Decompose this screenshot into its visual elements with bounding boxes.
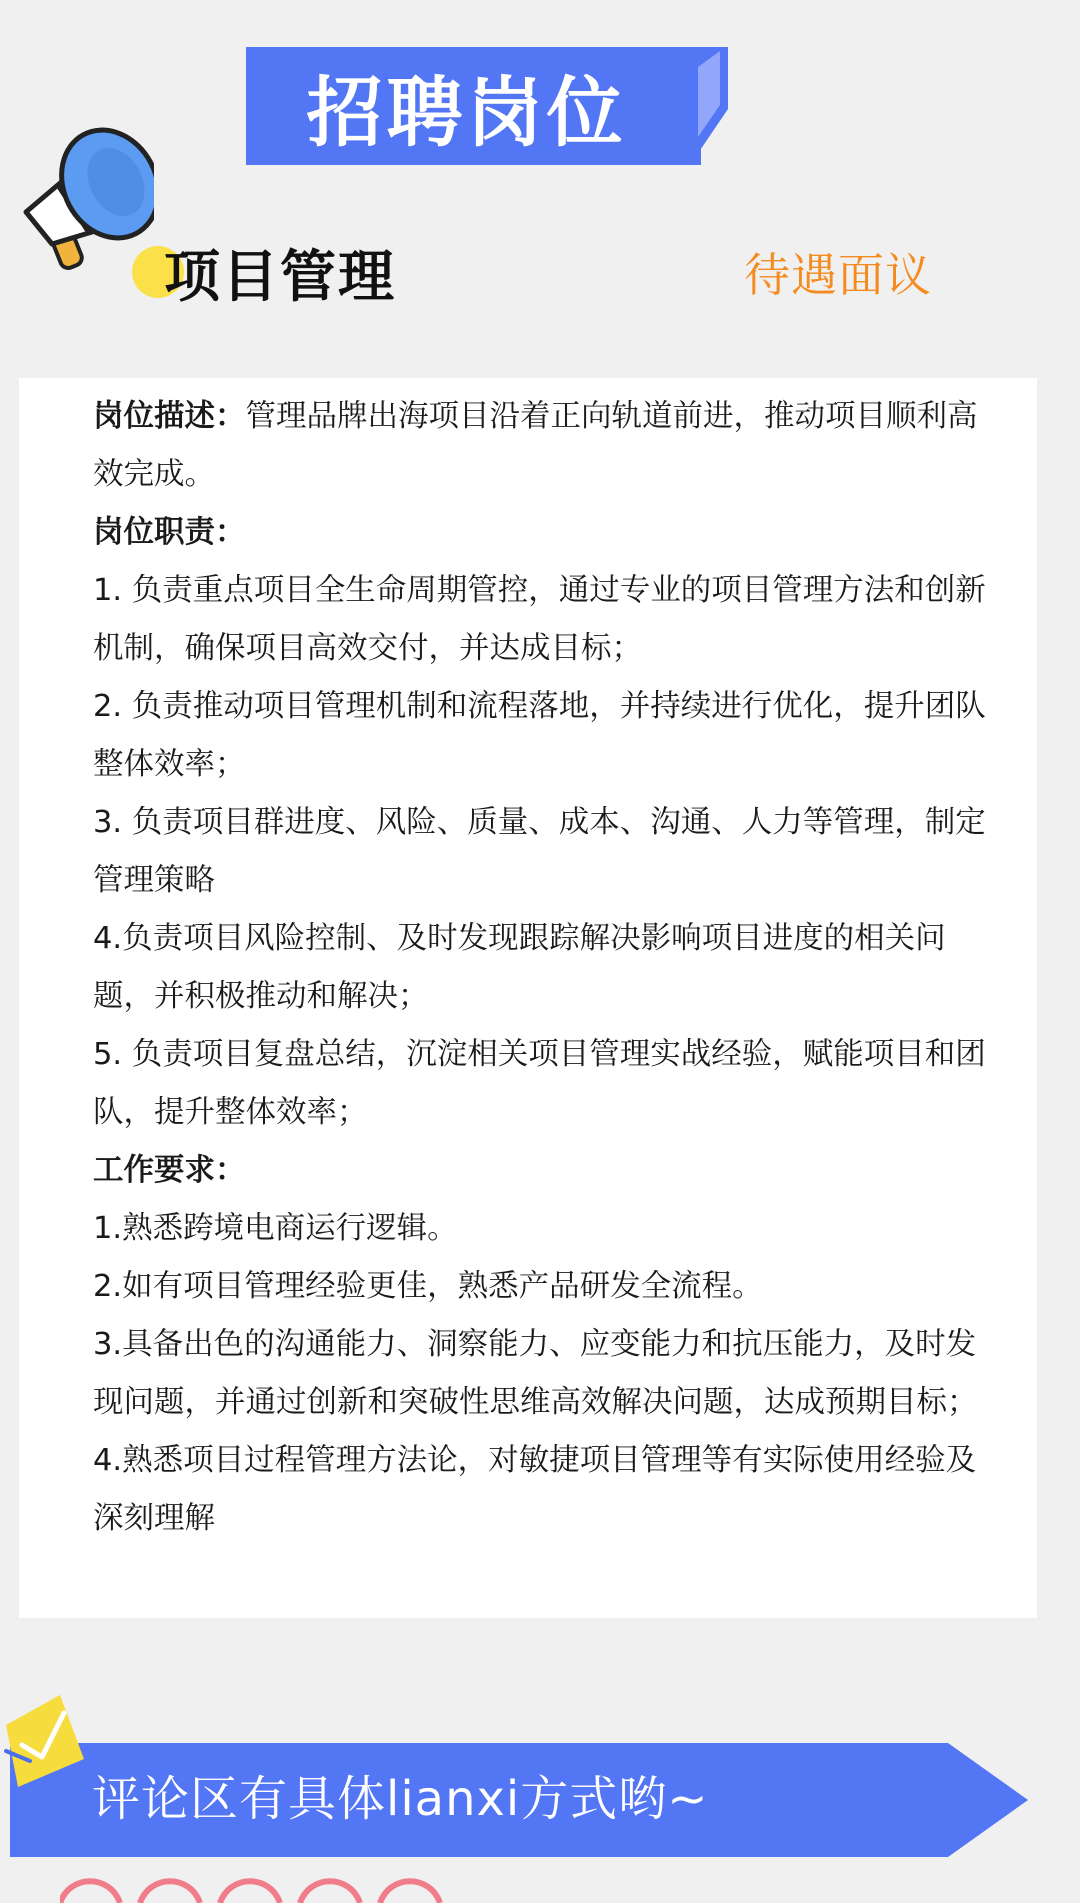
description-paragraph: [93, 388, 993, 504]
requirement-item: 2.如有项目管理经验更佳，熟悉产品研发全流程。: [93, 1269, 763, 1304]
responsibility-item: 2. 负责推动项目管理机制和流程落地，并持续进行优化，提升团队整体效率；: [93, 689, 986, 782]
description-heading: 岗位描述：: [93, 399, 246, 434]
responsibility-item: 4.负责项目风险控制、及时发现跟踪解决影响项目进度的相关问题，并积极推动和解决；: [93, 921, 946, 1014]
requirement-item: 1.熟悉跨境电商运行逻辑。: [93, 1211, 458, 1246]
job-title: 项目管理: [164, 245, 396, 310]
salary-label: 待遇面议: [744, 248, 932, 302]
description-text: 管理品牌出海项目沿着正向轨道前进，推动项目顺利高效完成。: [93, 399, 978, 492]
responsibility-item: 3. 负责项目群进度、风险、质量、成本、沟通、人力等管理，制定管理策略: [93, 805, 986, 898]
responsibility-item: 5. 负责项目复盘总结，沉淀相关项目管理实战经验，赋能项目和团队，提升整体效率；: [93, 1037, 986, 1130]
header-banner: [246, 47, 701, 165]
megaphone-icon: [14, 112, 154, 282]
footer-text: 评论区有具体lianxi方式哟~: [92, 1771, 709, 1827]
requirements-heading: 工作要求：: [93, 1153, 246, 1188]
job-description-content: [93, 388, 993, 1548]
loop-decor: [60, 1870, 460, 1903]
paper-plane-sticker: [0, 1695, 90, 1795]
requirement-item: 4.熟悉项目过程管理方法论，对敏捷项目管理等有实际使用经验及深刻理解: [93, 1443, 977, 1536]
banner-fold-decor: [690, 47, 728, 165]
requirement-item: 3.具备出色的沟通能力、洞察能力、应变能力和抗压能力，及时发现问题，并通过创新和突破性思维高效解决问题，达成预期目标；: [93, 1327, 978, 1420]
job-description-card: [19, 378, 1037, 1618]
responsibilities-heading: 岗位职责：: [93, 515, 246, 550]
page-title: 招聘岗位: [306, 67, 627, 157]
responsibility-item: 1. 负责重点项目全生命周期管控，通过专业的项目管理方法和创新机制，确保项目高效交付，并达成目标；: [93, 573, 986, 666]
